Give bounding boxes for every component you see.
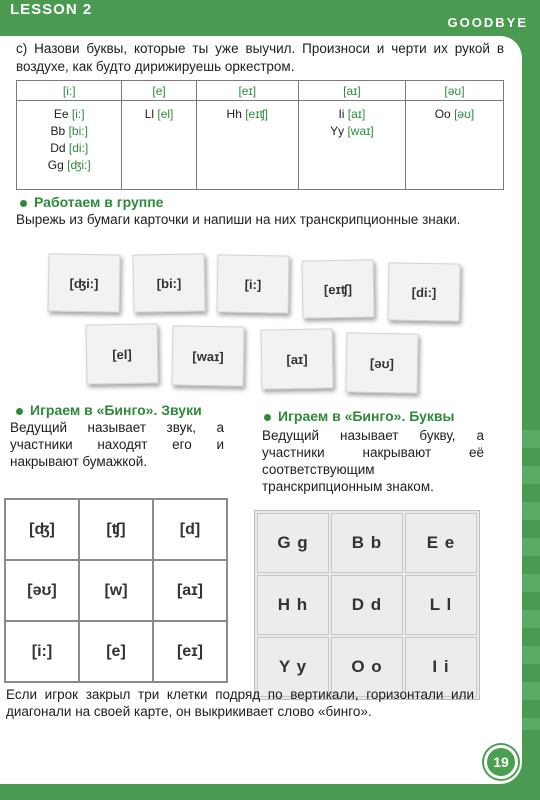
letter-entry: [19, 157, 119, 174]
bingo-sounds-title-text: Играем в «Бинго». Звуки: [30, 402, 202, 418]
group-work-text: Вырежь из бумаги карточки и напиши на них транскрипционные знаки.: [16, 212, 461, 227]
transcription-card: [əʊ]: [345, 332, 418, 393]
transcription: [el]: [157, 107, 174, 121]
bingo-cell: H h: [257, 575, 329, 635]
letter-entry: [199, 106, 296, 123]
transcription: [waɪ]: [347, 124, 374, 138]
transcription: [i:]: [71, 107, 85, 121]
transcription-card: [eɪʧ]: [301, 259, 374, 318]
bingo-cell: [ʧ]: [79, 499, 153, 560]
bingo-cell: B b: [331, 513, 403, 573]
bingo-cell: [ʤ]: [5, 499, 79, 560]
bullet-icon: [264, 414, 271, 421]
transcription: [aɪ]: [347, 107, 366, 121]
transcription: [bi:]: [68, 124, 88, 138]
transcription-card: [el]: [85, 323, 158, 384]
letter: Ii: [338, 107, 345, 121]
bingo-sounds-card: [4, 498, 228, 683]
bingo-cell: [eɪ]: [153, 621, 227, 682]
bingo-cell: L l: [405, 575, 477, 635]
bingo-cell: Y y: [257, 637, 329, 697]
bingo-cell: [w]: [79, 560, 153, 621]
bingo-cell: [i:]: [5, 621, 79, 682]
bingo-cell: [əʊ]: [5, 560, 79, 621]
bingo-cell: E e: [405, 513, 477, 573]
intro-instruction: с) Назови буквы, которые ты уже выучил. Произноси и черти их рукой в воздухе, как будто дирижируешь оркестром.: [16, 41, 504, 74]
bullet-icon: [20, 200, 27, 207]
letter-entry: [19, 123, 119, 140]
sound-header: [əʊ]: [405, 81, 503, 101]
transcription-card: [aɪ]: [260, 328, 333, 389]
bingo-cell: [d]: [153, 499, 227, 560]
bingo-letters-title: [264, 408, 454, 424]
letter: Dd: [50, 141, 66, 155]
sound-letter-table: [16, 80, 504, 190]
sound-header: [i:]: [17, 81, 122, 101]
transcription-card: [waɪ]: [171, 325, 244, 386]
bingo-cell: [aɪ]: [153, 560, 227, 621]
transcription-card: [di:]: [387, 262, 460, 321]
letter: Yy: [330, 124, 345, 138]
lesson-label: LESSON 2: [10, 1, 93, 18]
transcription-card: [i:]: [216, 254, 289, 313]
transcription: [ʤi:]: [67, 158, 91, 172]
sound-column: [298, 101, 405, 190]
bingo-letters-text: Ведущий называет букву, а участники накрывают её соответствующим транскрипционным знаком.: [262, 428, 484, 494]
sound-column: [122, 101, 196, 190]
bingo-rule-text: Если игрок закрыл три клетки подряд по вертикали, горизонтали или диагонали на своей карте, он выкрикивает слово «бинго».: [6, 687, 474, 719]
bingo-cell: [e]: [79, 621, 153, 682]
letter-entry: [19, 106, 119, 123]
letter: Ll: [144, 107, 155, 121]
bullet-icon: [16, 408, 23, 415]
letter: Ee: [53, 107, 69, 121]
bingo-sounds-title: [16, 402, 202, 418]
bingo-letters-card: [254, 510, 480, 700]
sound-header: [aɪ]: [298, 81, 405, 101]
bingo-cell: G g: [257, 513, 329, 573]
letter-entry: [301, 123, 403, 140]
letter-entry: [408, 106, 501, 123]
sound-column: [196, 101, 298, 190]
bingo-cell: I i: [405, 637, 477, 697]
transcription: [di:]: [68, 141, 89, 155]
transcription: [əʊ]: [454, 107, 475, 121]
letter-entry: [19, 140, 119, 157]
sound-column: [17, 101, 122, 190]
bingo-cell: D d: [331, 575, 403, 635]
letter: Bb: [50, 124, 66, 138]
letter: Oo: [434, 107, 451, 121]
sound-header: [eɪ]: [196, 81, 298, 101]
sound-header: [e]: [122, 81, 196, 101]
letter-entry: [301, 106, 403, 123]
letter: Gg: [47, 158, 64, 172]
letter-entry: [124, 106, 193, 123]
letter: Hh: [226, 107, 242, 121]
bingo-sounds-text: Ведущий называет звук, а участники находят его и накрывают бумажкой.: [10, 420, 224, 469]
bingo-letters-title-text: Играем в «Бинго». Буквы: [278, 408, 455, 424]
transcription-card: [bi:]: [132, 253, 205, 312]
sound-column: [405, 101, 503, 190]
page-number: 19: [484, 745, 518, 779]
unit-title: GOODBYE: [447, 15, 528, 30]
group-work-title-text: Работаем в группе: [34, 194, 164, 210]
transcription: [eɪʧ]: [245, 107, 268, 121]
page-content: [0, 36, 522, 784]
group-work-title: [20, 194, 163, 210]
bingo-cell: O o: [331, 637, 403, 697]
transcription-card: [ʤi:]: [47, 253, 120, 312]
